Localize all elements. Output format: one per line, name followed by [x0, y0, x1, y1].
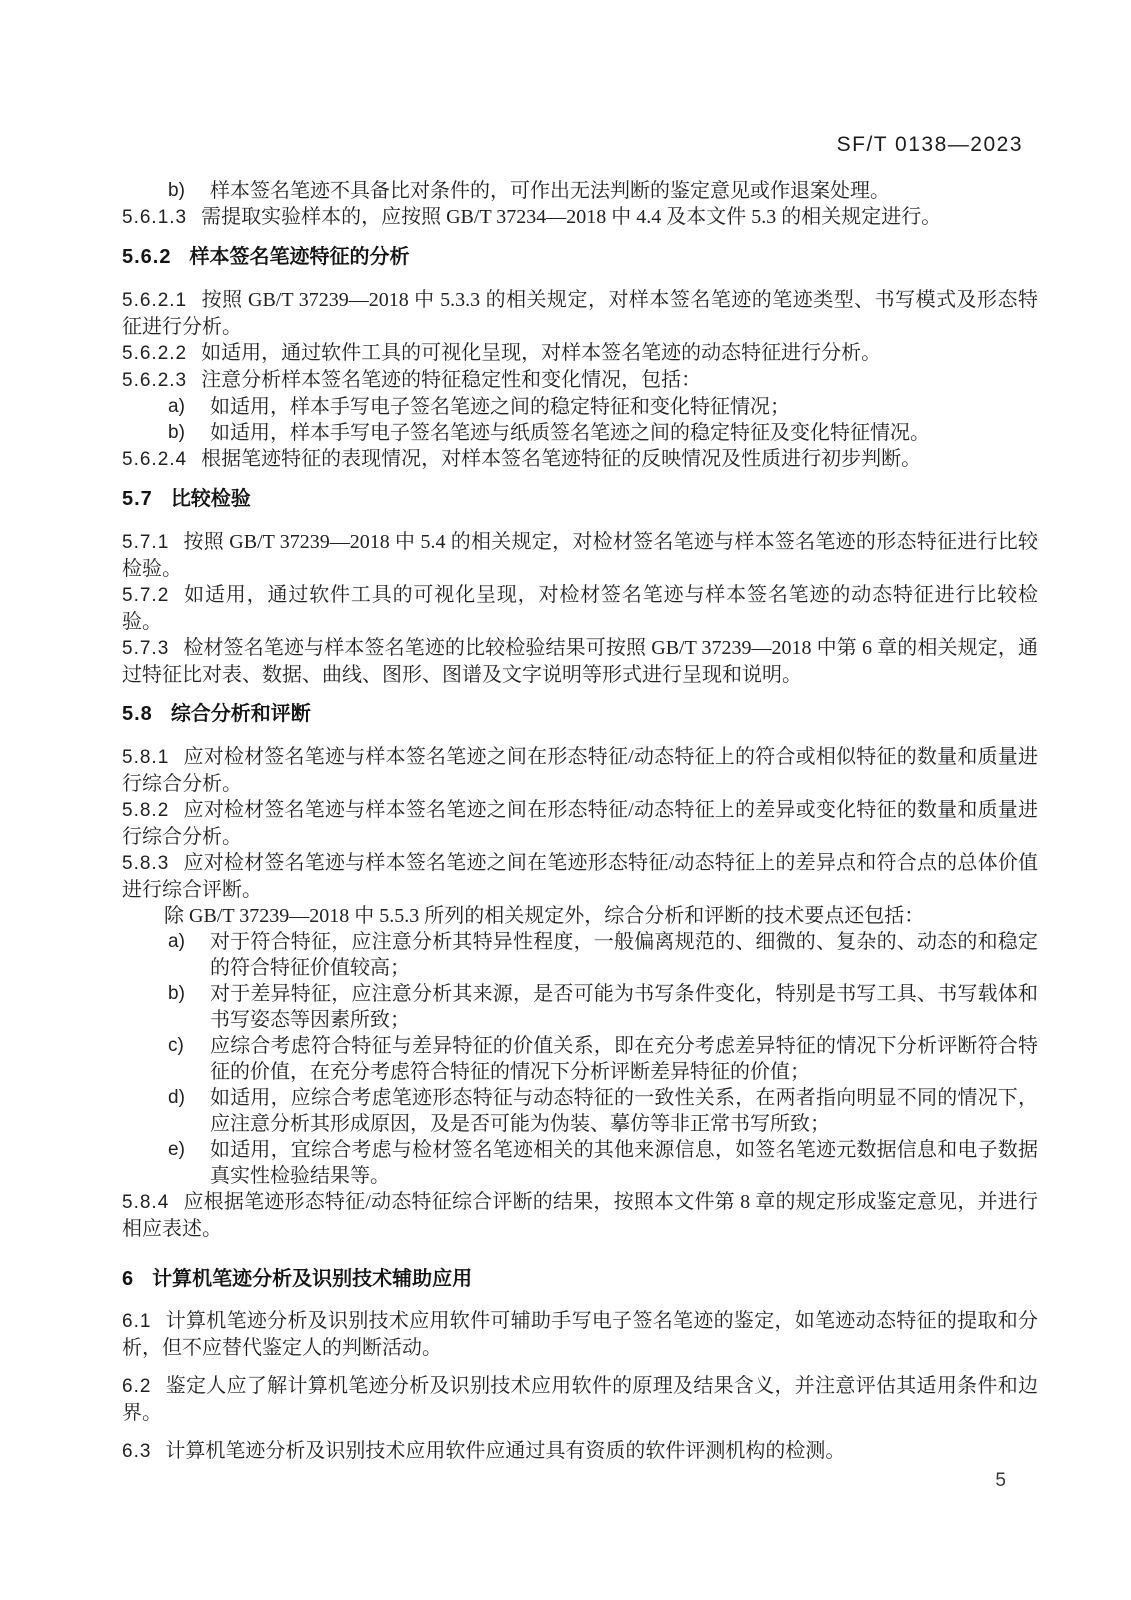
clause-5-6-2-2 [122, 340, 1038, 367]
document-body [122, 178, 1038, 1465]
clause-5-7-1 [122, 529, 1038, 582]
list-item-marker: b) [168, 983, 185, 1004]
list-item-text: 应综合考虑符合特征与差异特征的价值关系，即在充分考虑差异特征的情况下分析评断符合特征的价值，在充分考虑符合特征的情况下分析评断差异特征的价值； [210, 1035, 1038, 1083]
clause-text: 注意分析样本签名笔迹的特征稳定性和变化情况，包括： [201, 369, 702, 391]
clause-text: 应根据笔迹形态特征/动态特征综合评断的结果，按照本文件第 8 章的规定形成鉴定意见，并进行相应表述。 [122, 1191, 1038, 1240]
standard-number: SF/T 0138—2023 [836, 133, 1023, 156]
clause-6-1 [122, 1308, 1038, 1361]
list-item-marker: a) [168, 931, 185, 952]
clause-number: 5.8.1 [122, 747, 170, 768]
heading-text: 计算机笔迹分析及识别技术辅助应用 [152, 1268, 473, 1290]
list-item-text: 对于符合特征，应注意分析其特异性程度，一般偏离规范的、细微的、复杂的、动态的和稳定的符合特征价值较高； [210, 931, 1038, 979]
clause-5-6-1-3 [122, 204, 1038, 231]
heading-text: 样本签名笔迹特征的分析 [189, 246, 410, 268]
clause-number: 5.7.3 [122, 638, 170, 659]
note-paragraph: 除 GB/T 37239—2018 中 5.5.3 所列的相关规定外，综合分析和评断的技术要点还包括： [164, 905, 925, 927]
section-heading-5-8 [122, 701, 1038, 727]
clause-6-3 [122, 1438, 1038, 1465]
clause-5-6-2-4 [122, 446, 1038, 473]
list-item-a-18 [122, 929, 1038, 981]
clause-5-6-2-1 [122, 287, 1038, 340]
section-heading-5-7 [122, 486, 1038, 512]
clause-number: 5.7.2 [122, 585, 170, 606]
clause-text: 如适用，通过软件工具的可视化呈现，对样本签名笔迹的动态特征进行分析。 [201, 342, 882, 364]
clause-5-7-2 [122, 582, 1038, 635]
clause-number: 5.6.2.3 [122, 370, 188, 391]
section-heading-5-6-2 [122, 244, 1038, 270]
section-heading-6 [122, 1266, 1038, 1292]
clause-number: 5.8.4 [122, 1192, 170, 1213]
clause-text: 鉴定人应了解计算机笔迹分析及识别技术应用软件的原理及结果含义，并注意评估其适用条件和边界。 [122, 1375, 1038, 1424]
list-item-marker: e) [168, 1139, 185, 1160]
clause-5-8-4 [122, 1189, 1038, 1242]
list-item-d-21 [122, 1085, 1038, 1137]
clause-text: 应对检材签名笔迹与样本签名笔迹之间在形态特征/动态特征上的差异或变化特征的数量和质量进行综合分析。 [122, 799, 1038, 848]
clause-5-6-2-3 [122, 367, 1038, 394]
clause-number: 5.6.2.2 [122, 343, 188, 364]
list-item-text: 如适用，宜综合考虑与检材签名笔迹相关的其他来源信息，如签名笔迹元数据信息和电子数据真实性检验结果等。 [210, 1139, 1038, 1187]
clause-5-7-3 [122, 635, 1038, 688]
list-item-marker: b) [168, 180, 185, 201]
list-item-marker: b) [168, 422, 185, 443]
clause-text: 应对检材签名笔迹与样本签名笔迹之间在笔迹形态特征/动态特征上的差异点和符合点的总体价值进行综合评断。 [122, 852, 1038, 901]
heading-number: 5.8 [122, 703, 153, 725]
clause-text: 计算机笔迹分析及识别技术应用软件应通过具有资质的软件评测机构的检测。 [165, 1440, 846, 1462]
clause-text: 按照 GB/T 37239—2018 中 5.3.3 的相关规定，对样本签名笔迹的笔迹类型、书写模式及形态特征进行分析。 [122, 289, 1038, 338]
clause-text: 如适用，通过软件工具的可视化呈现，对检材签名笔迹与样本签名笔迹的动态特征进行比较检验。 [122, 584, 1038, 633]
list-item-marker: a) [168, 396, 185, 417]
clause-number: 6.3 [122, 1441, 152, 1462]
clause-number: 5.6.2.1 [122, 290, 188, 311]
list-item-b-19 [122, 981, 1038, 1033]
heading-text: 综合分析和评断 [170, 703, 311, 725]
clause-number: 6.1 [122, 1311, 152, 1332]
clause-number: 5.6.1.3 [122, 207, 188, 228]
clause-number: 5.8.2 [122, 800, 170, 821]
heading-text: 比较检验 [170, 488, 251, 510]
list-item-text: 对于差异特征，应注意分析其来源，是否可能为书写条件变化，特别是书写工具、书写载体和书写姿态等因素所致； [210, 983, 1038, 1031]
clause-number: 5.6.2.4 [122, 449, 188, 470]
clause-number: 6.2 [122, 1376, 152, 1397]
clause-5-8-1 [122, 744, 1038, 797]
list-item-marker: d) [168, 1087, 185, 1108]
list-item-c-20 [122, 1033, 1038, 1085]
list-item-text: 如适用，样本手写电子签名笔迹之间的稳定特征和变化特征情况； [210, 396, 790, 418]
heading-number: 5.6.2 [122, 246, 172, 268]
list-item-e-22 [122, 1137, 1038, 1189]
clause-5-8-3 [122, 850, 1038, 903]
list-item-marker: c) [168, 1035, 184, 1056]
clause-text: 按照 GB/T 37239—2018 中 5.4 的相关规定，对检材签名笔迹与样本签名笔迹的形态特征进行比较检验。 [122, 531, 1038, 580]
clause-6-2 [122, 1373, 1038, 1426]
list-item-text: 样本签名笔迹不具备比对条件的，可作出无法判断的鉴定意见或作退案处理。 [210, 180, 890, 202]
list-item-text: 如适用，应综合考虑笔迹形态特征与动态特征的一致性关系，在两者指向明显不同的情况下，应注意分析其形成原因，及是否可能为伪装、摹仿等非正常书写所致； [210, 1087, 1038, 1135]
heading-number: 6 [122, 1268, 135, 1290]
clause-text: 计算机笔迹分析及识别技术应用软件可辅助手写电子签名笔迹的鉴定，如笔迹动态特征的提取和分析，但不应替代鉴定人的判断活动。 [122, 1310, 1038, 1359]
clause-number: 5.7.1 [122, 532, 170, 553]
standard-number-header [122, 132, 1023, 158]
page-number: 5 [995, 1470, 1006, 1491]
list-item-b-7 [122, 420, 1038, 446]
clause-text: 检材签名笔迹与样本签名笔迹的比较检验结果可按照 GB/T 37239—2018 中第 6 章的相关规定，通过特征比对表、数据、曲线、图形、图谱及文字说明等形式进行呈现和说明。 [122, 637, 1038, 686]
list-item-a-6 [122, 394, 1038, 420]
list-item-b-0 [122, 178, 1038, 204]
list-item-text: 如适用，样本手写电子签名笔迹与纸质签名笔迹之间的稳定特征及变化特征情况。 [210, 422, 930, 444]
clause-text: 应对检材签名笔迹与样本签名笔迹之间在形态特征/动态特征上的符合或相似特征的数量和质量进行综合分析。 [122, 746, 1038, 795]
clause-text: 需提取实验样本的，应按照 GB/T 37234—2018 中 4.4 及本文件 5.3 的相关规定进行。 [201, 206, 942, 228]
clause-5-8-2 [122, 797, 1038, 850]
heading-number: 5.7 [122, 488, 153, 510]
clause-text: 根据笔迹特征的表现情况，对样本签名笔迹特征的反映情况及性质进行初步判断。 [201, 448, 922, 470]
clause-number: 5.8.3 [122, 853, 170, 874]
